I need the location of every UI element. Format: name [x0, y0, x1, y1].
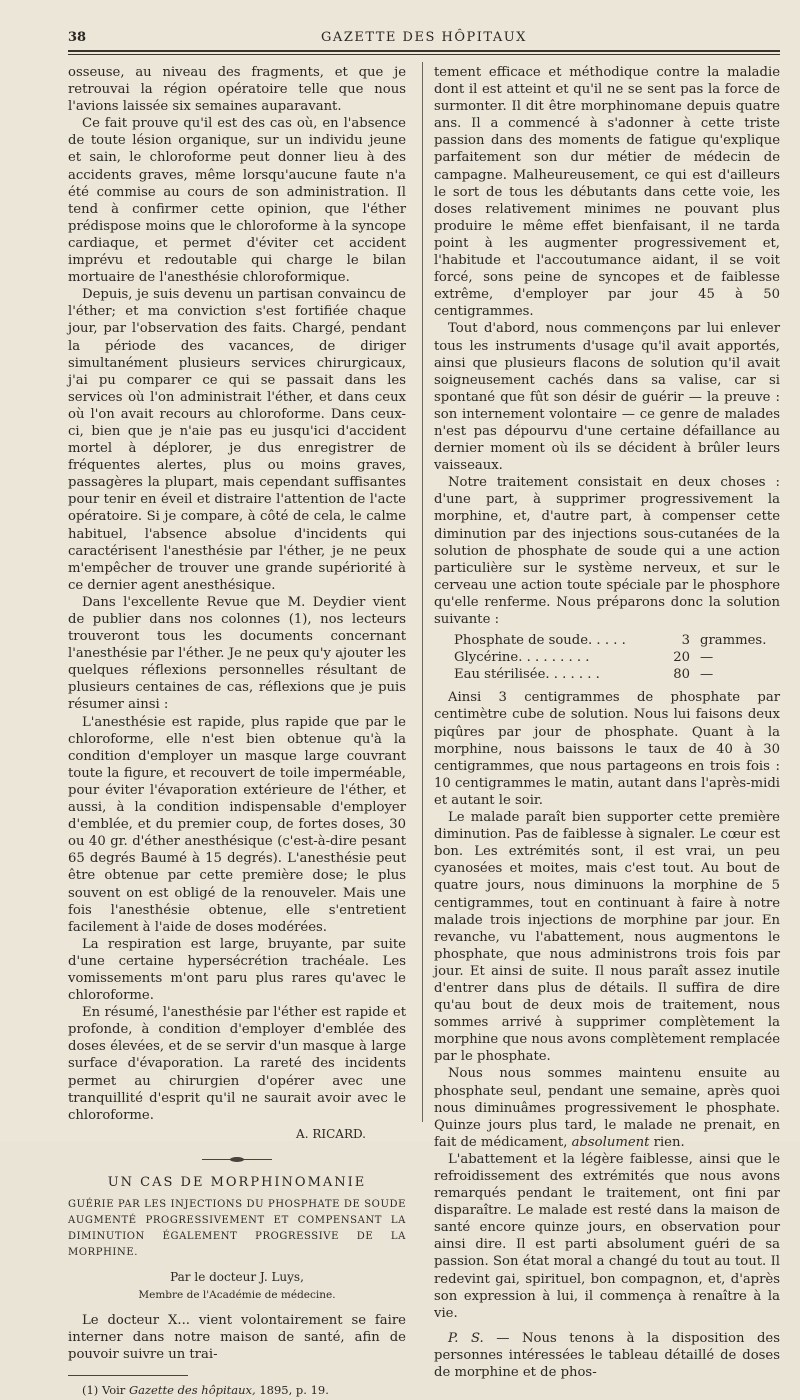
header-rule — [68, 50, 780, 52]
paragraph: Tout d'abord, nous commençons par lui enlever tous les instruments d'usage qu'il avait apportés, ainsi que plusieurs flacons de solution qu'il avait soigneusement cachés dans sa valise, car si spontané que fût son désir de guérir — la preuve : son internement volontaire — ce genre de malades n'est pas dépourvu d'une certaine défaillance au dernier moment où ils se décident à brûler leurs vaisseaux. — [434, 321, 780, 474]
formula-row: Glycérine. . . . . . . . . 20 — — [454, 650, 714, 666]
paragraph: L'anesthésie est rapide, plus rapide que par le chloroforme, elle n'est bien obtenue qu'à la condition d'employer un masque large couvrant toute la figure, et recouvert de toile imperméable, pour éviter l'évaporation extérieure de l'éther, et aussi, à la condition indispensable d'employer d'emblée, et du premier coup, de fortes doses, 30 ou 40 gr. d'éther anesthésique (c'est-à-dire pesant 65 degrés Baumé à 15 degrés). L'anesthésie peut être obtenue par cette première dose; le plus souvent on est obligé de la renouveler. Mais une fois l'anesthésie obtenue, elle s'entretient facilement à l'aide de doses modérées. — [68, 714, 406, 935]
formula-row: Phosphate de soude. . . . . 3 grammes. — [454, 633, 767, 649]
author-affiliation: Membre de l'Académie de médecine. — [138, 1289, 336, 1302]
left-column — [68, 64, 406, 1400]
footnote: (1) Voir Gazette des hôpitaux, 1895, p. 19. — [82, 1383, 329, 1398]
section-divider — [202, 1159, 272, 1160]
header-rule-thin — [68, 54, 780, 55]
paragraph: Le docteur X... vient volontairement se faire interner dans notre maison de santé, afin de pouvoir suivre un trai- — [68, 1313, 406, 1363]
article-title: UN CAS DE MORPHINOMANIE — [107, 1174, 367, 1190]
journal-title: GAZETTE DES HÔPITAUX — [321, 30, 527, 45]
article-byline: Par le docteur J. Luys, — [170, 1270, 304, 1284]
paragraph: Depuis, je suis devenu un partisan convaincu de l'éther; et ma conviction s'est fortifiée chaque jour, par l'observation des faits. Chargé, pendant la période des vacances, de diriger simultanément plusieurs services chirurgicaux, j'ai pu comparer ce qui se passait dans les services où l'on administrait l'éther, et dans ceux où l'on avait recours au chloroforme. Dans ceux-ci, bien que je n'aie pas eu jusqu'ici d'accident mortel à déplorer, je dus enregistrer de fréquentes alertes, plus ou moins graves, passagères la plupart, mais cependant suffisantes pour tenir en éveil et distraire l'attention de l'acte opératoire. Si je compare, à côté de cela, le calme habituel, l'absence absolue d'incidents qui caractérisent l'anesthésie par l'éther, je ne peux m'empêcher de trouver une grande supériorité à ce dernier agent anesthésique. — [68, 287, 406, 593]
paragraph: Dans l'excellente Revue que M. Deydier vient de publier dans nos colonnes (1), nos lecteurs trouveront tous les documents concernant l'anesthésie par l'éther. Je ne peux qu'y ajouter les quelques réflexions personnelles résultant de plusieurs centaines de cas, réflexions que je puis résumer ainsi : — [68, 594, 406, 713]
footnote-rule — [68, 1375, 188, 1376]
formula-row: Eau stérilisée. . . . . . . 80 — — [454, 667, 714, 683]
paragraph: Notre traitement consistait en deux choses : d'une part, à supprimer progressivement la morphine, et, d'autre part, à compenser cette diminution par des injections sous-cutanées de la solution de phosphate de soude qui a une action particulière sur le système nerveux, et sur le cerveau une action toute spéciale par le phosphore qu'elle renferme. Nous préparons donc la solution suivante : — [434, 475, 780, 627]
paragraph: La respiration est large, bruyante, par suite d'une certaine hypersécrétion trachéale. Les vomissements m'ont paru plus rares qu'avec le chloroforme. — [68, 936, 406, 1004]
postscript: P. S. — Nous tenons à la disposition des personnes intéressées le tableau détaillé de doses de morphine et de phos- — [434, 1330, 780, 1381]
right-column — [434, 64, 780, 1381]
formula-list — [454, 632, 780, 683]
paragraph: En résumé, l'anesthésie par l'éther est rapide et profonde, à condition d'employer d'emblée des doses élevées, et de se servir d'un masque à large surface d'évaporation. La rareté des incidents permet au chirurgien d'opérer avec une tranquillité d'esprit qu'il ne saurait avoir avec le chloroforme. — [68, 1005, 406, 1123]
paragraph: L'abattement et la légère faiblesse, ainsi que le refroidissement des extrémités que nous avons remarqués pendant le traitement, ont fini par disparaître. Le malade est resté dans la maison de santé encore quinze jours, en observation pour ainsi dire. Il est parti absolument guéri de sa passion. Son état moral a changé du tout au tout. Il redevint gai, spirituel, bon compagnon, et, d'après son expression à lui, il commença à renaître à la vie. — [434, 1151, 780, 1321]
article-subtitle: GUÉRIE PAR LES INJECTIONS DU PHOSPHATE DE SOUDE AUGMENTÉ PROGRESSIVEMENT ET COMPENSANT LA DIMINUTION ÉGALEMENT PROGRESSIVE DE LA MORPHINE. — [68, 1199, 406, 1258]
paragraph: osseuse, au niveau des fragments, et que je retrouvai la région opératoire telle que nous l'avions laissée six semaines auparavant. — [68, 65, 406, 115]
paragraph: Ainsi 3 centigrammes de phosphate par centimètre cube de solution. Nous lui faisons deux piqûres par jour de phosphate. Quant à la morphine, nous baissons le taux de 40 à 30 centigrammes, que nous partageons en trois fois : 10 centigrammes le matin, autant dans l'après-midi et autant le soir. — [434, 690, 780, 808]
paragraph: Le malade paraît bien supporter cette première diminution. Pas de faiblesse à signaler. Le cœur est bon. Les extrémités sont, il est vrai, un peu cyanosées et moites, mais c'est tout. Au bout de quatre jours, nous diminuons la morphine de 5 centigrammes, tout en continuant à faire à notre malade trois injections de morphine par jour. En revanche, vu l'abattement, nous augmentons le phosphate, que nous administrons trois fois par jour. Et ainsi de suite. Il nous paraît assez inutile d'entrer dans plus de détails. Il suffira de dire qu'au bout de deux mois de traitement, nous sommes arrivé à supprimer complètement la morphine que nous avons complètement remplacée par le phosphate. — [434, 810, 780, 1065]
page-header — [68, 28, 780, 48]
paragraph: tement efficace et méthodique contre la maladie dont il est atteint et qu'il ne se sent pas la force de surmonter. Il dit être morphinomane depuis quatre ans. Il a commencé à s'adonner à cette triste passion dans des moments de fatigue qu'explique parfaitement son dur métier de médecin de campagne. Malheureusement, ce qui est d'ailleurs le sort de tous les débutants dans cette voie, les doses relativement minimes ne pouvant plus produire le même effet bienfaisant, il ne tarda point à les augmenter progressivement et, l'habitude et l'accoutumance aidant, il se voit forcé, sons peine de syncopes et de faiblesse extrême, d'employer par jour 45 à 50 centigrammes. — [434, 65, 780, 320]
paragraph: Ce fait prouve qu'il est des cas où, en l'absence de toute lésion organique, sur un individu jeune et sain, le chloroforme peut donner lieu à des accidents graves, même lorsqu'aucune faute n'a été commise au cours de son administration. Il tend à confirmer cette opinion, que l'éther prédispose moins que le chloroforme à la syncope cardiaque, et permet d'éviter cet accident imprévu et redoutable qui charge le bilan mortuaire de l'anesthésie chloroformique. — [68, 116, 406, 286]
column-divider — [422, 62, 423, 1122]
paragraph: Nous nous sommes maintenu ensuite au phosphate seul, pendant une semaine, après quoi nous diminuâmes progressivement le phosphate. Quinze jours plus tard, le malade ne prenait, en fait de médicament, absolument rien. — [434, 1066, 780, 1150]
author-signature: A. RICARD. — [296, 1126, 366, 1141]
page-number: 38 — [68, 30, 87, 45]
